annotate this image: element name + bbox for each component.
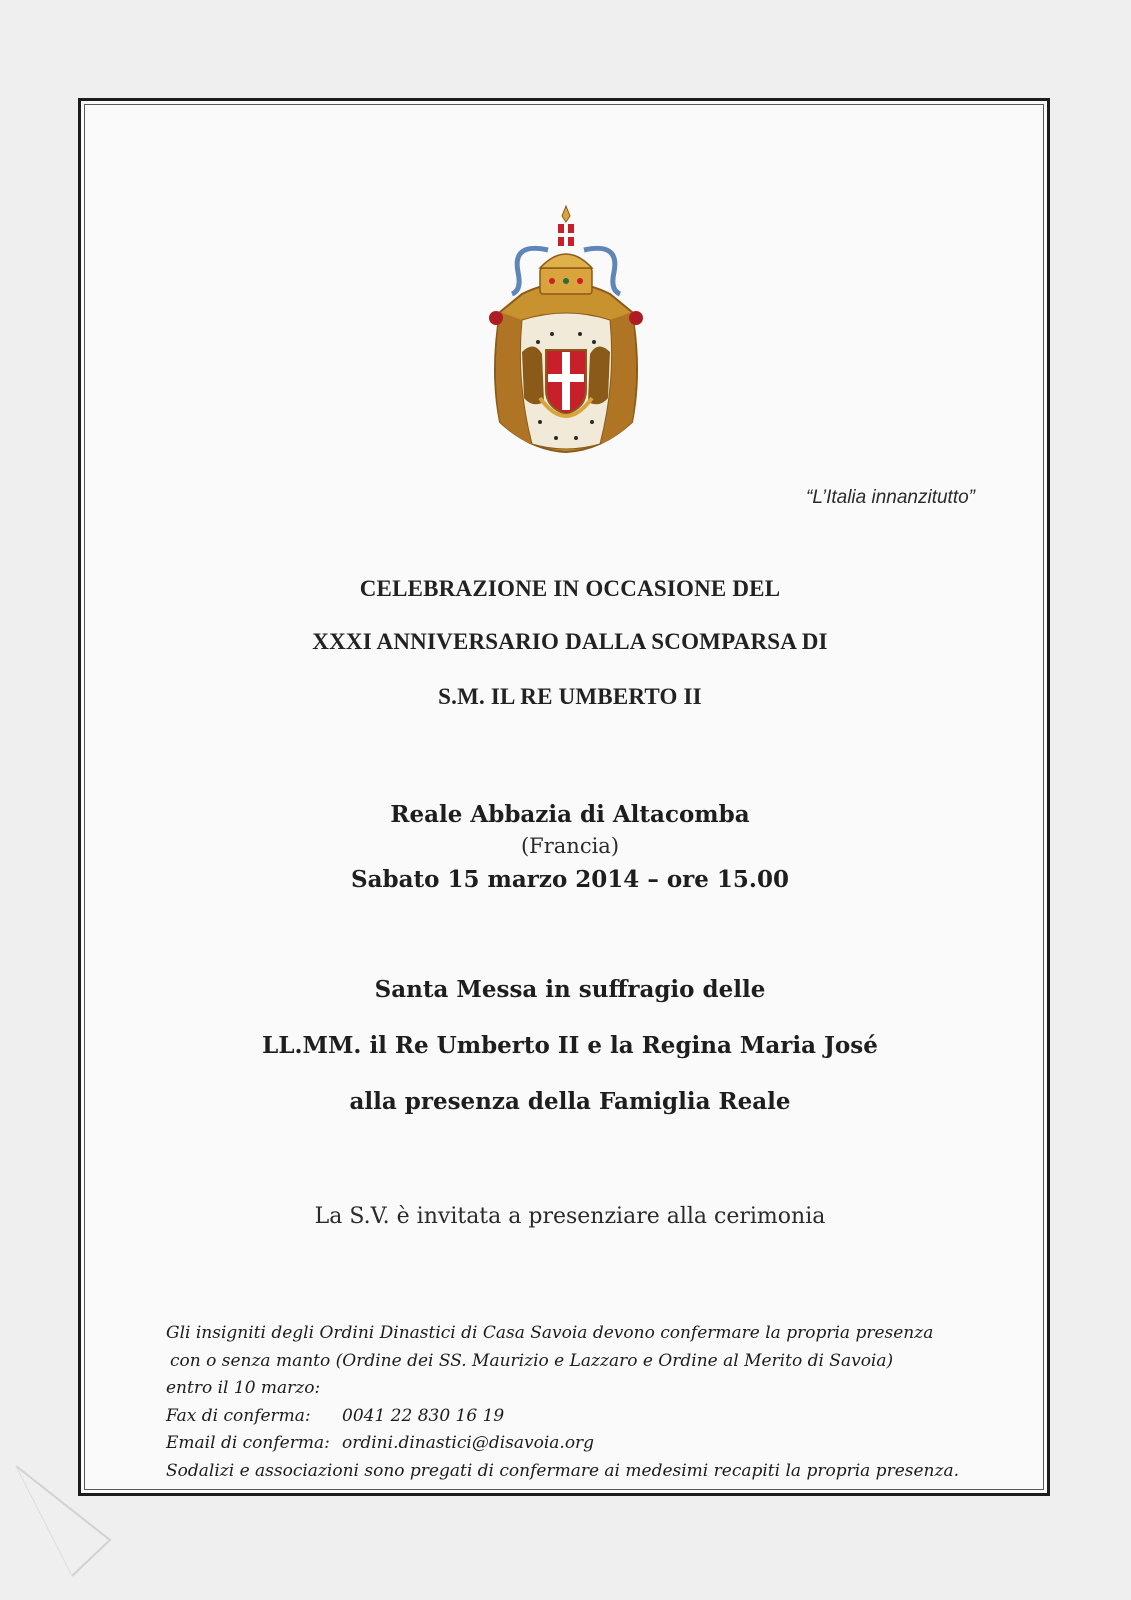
email-row [166,1430,986,1458]
notes-line-1: Gli insigniti degli Ordini Dinastici di Casa Savoia devono confermare la propria presenza [166,1323,934,1343]
venue-name: Reale Abbazia di Altacomba [390,801,750,828]
notes-line-2: con o senza manto (Ordine dei SS. Maurizio e Lazzaro e Ordine al Merito di Savoia) [170,1350,894,1371]
email-label: Email di conferma: [166,1433,330,1453]
invitation-text: La S.V. è invitata a presenziare alla cerimonia [314,1204,826,1229]
mass-line-1: Santa Messa in suffragio delle [374,976,766,1003]
fax-number: 0041 22 830 16 19 [342,1405,505,1426]
motto-text: “L’Italia innanzitutto” [806,487,975,508]
royal-coat-of-arms-icon [482,202,650,462]
fax-row [166,1403,986,1431]
title-line-2: XXXI ANNIVERSARIO DALLA SCOMPARSA DI [312,629,828,654]
notes-line-3: entro il 10 marzo: [166,1378,321,1398]
mass-line-3: alla presenza della Famiglia Reale [349,1088,791,1115]
confirmation-notes [166,1320,986,1485]
event-date-time: Sabato 15 marzo 2014 – ore 15.00 [351,866,789,893]
email-address: ordini.dinastici@disavoia.org [342,1433,595,1453]
mass-line-2: LL.MM. il Re Umberto II e la Regina Maria José [262,1032,878,1059]
fax-label: Fax di conferma: [166,1405,311,1426]
title-line-1: CELEBRAZIONE IN OCCASIONE DEL [359,576,781,601]
venue-country: (Francia) [520,834,620,858]
notes-line-last: Sodalizi e associazioni sono pregati di confermare ai medesimi recapiti la propria presenza. [166,1460,959,1481]
title-line-3: S.M. IL RE UMBERTO II [438,684,702,709]
